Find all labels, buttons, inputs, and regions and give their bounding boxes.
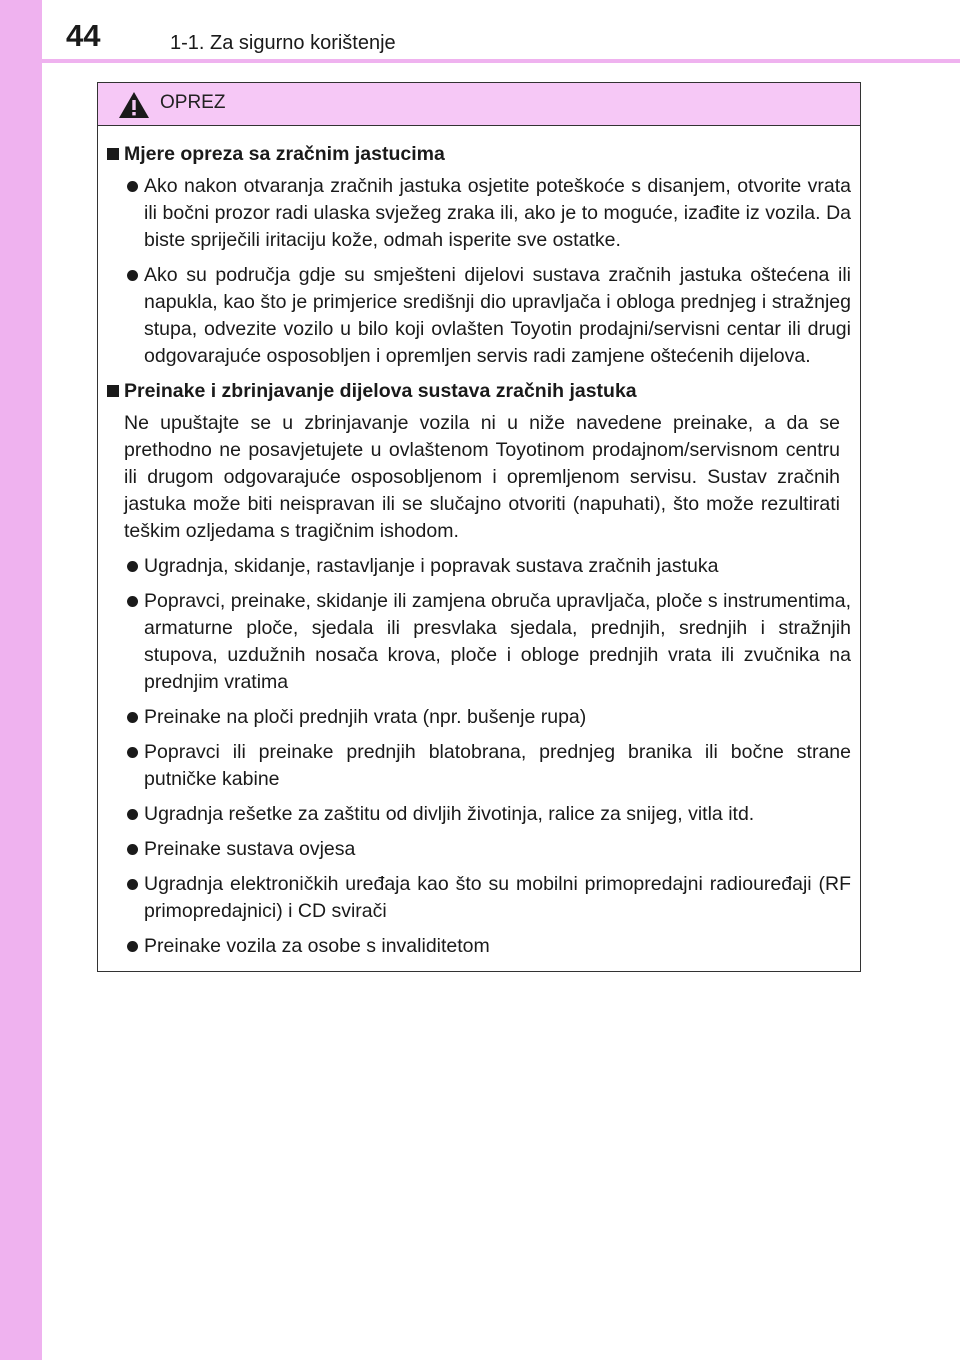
square-bullet-icon xyxy=(107,385,119,397)
section-intro: Ne upuštajte se u zbrinjavanje vozila ni u niže navedene preinake, a da se prethodno ne posavjetujete u ovlaštenom Toyotinom prodajnom/servisnom centru ili drugom odgovarajuće osposobljenom i opremljenom servisu. Sustav zračnih jastuka može biti neispravan ili se slučajno otvoriti (napuhati), što može rezultirati teškim ozljedama s tragičnim ishodom. xyxy=(124,412,840,542)
caution-content xyxy=(98,141,860,968)
round-bullet-icon xyxy=(127,879,138,890)
caution-header xyxy=(98,83,860,126)
round-bullet-icon xyxy=(127,181,138,192)
list-item xyxy=(98,871,860,925)
list-item-text: Ugradnja rešetke za zaštitu od divljih životinja, ralice za snijeg, vitla itd. xyxy=(144,803,755,825)
square-bullet-icon xyxy=(107,148,119,160)
round-bullet-icon xyxy=(127,844,138,855)
list-item xyxy=(98,553,860,580)
list-item-text: Popravci ili preinake prednjih blatobrana, prednjeg branika ili bočne strane putničke kabine xyxy=(144,741,851,790)
list-item-text: Popravci, preinake, skidanje ili zamjena obruča upravljača, ploče s instrumentima, armaturne ploče, sjedala ili presvlaka sjedala, prednjih, srednjih i stražnjih stupova, uzdužnih nosača krova, ploče i obloge prednjih vrata ili zvučnika na prednjim vratima xyxy=(144,590,851,693)
list-item-text: Preinake vozila za osobe s invaliditetom xyxy=(144,935,490,957)
page-number: 44 xyxy=(66,18,101,53)
list-item xyxy=(98,588,860,696)
round-bullet-icon xyxy=(127,809,138,820)
round-bullet-icon xyxy=(127,712,138,723)
header-rule xyxy=(42,59,960,63)
list-item xyxy=(98,262,860,370)
round-bullet-icon xyxy=(127,596,138,607)
round-bullet-icon xyxy=(127,270,138,281)
list-item xyxy=(98,173,860,254)
list-item-text: Preinake na ploči prednjih vrata (npr. bušenje rupa) xyxy=(144,706,587,728)
list-item xyxy=(98,836,860,863)
list-item xyxy=(98,739,860,793)
list-item xyxy=(98,933,860,960)
section-heading-text: Mjere opreza sa zračnim jastucima xyxy=(124,143,445,165)
list-item-text: Ugradnja, skidanje, rastavljanje i popravak sustava zračnih jastuka xyxy=(144,555,719,577)
list-item-text: Ako nakon otvaranja zračnih jastuka osjetite poteškoće s disanjem, otvorite vrata ili bočni prozor radi ulaska svježeg zraka ili, ako je to moguće, izađite iz vozila. Da biste spriječili iritaciju kože, odmah isperite sve ostatke. xyxy=(144,175,851,251)
section-heading xyxy=(98,378,860,405)
round-bullet-icon xyxy=(127,941,138,952)
caution-box xyxy=(97,82,861,972)
list-item-text: Ako su područja gdje su smješteni dijelovi sustava zračnih jastuka oštećena ili napukla, kao što je primjerice središnji dio upravljača i obloga prednjeg i stražnjeg stupa, odvezite vozilo u bilo koji ovlašten Toyotin prodajni/servisni centar ili drugi odgovarajuće osposobljen i opremljen servis radi zamjene oštećenih dijelova. xyxy=(144,264,851,367)
round-bullet-icon xyxy=(127,561,138,572)
list-item-text: Ugradnja elektroničkih uređaja kao što su mobilni primopredajni radiouređaji (RF primopredajnici) i CD svirači xyxy=(144,873,851,922)
round-bullet-icon xyxy=(127,747,138,758)
caution-label: OPREZ xyxy=(160,92,226,113)
list-item xyxy=(98,801,860,828)
list-item-text: Preinake sustava ovjesa xyxy=(144,838,356,860)
section-heading xyxy=(98,141,860,168)
warning-triangle-icon xyxy=(118,91,150,119)
section-heading-text: Preinake i zbrinjavanje dijelova sustava zračnih jastuka xyxy=(124,380,637,402)
side-color-strip xyxy=(0,0,42,1360)
section-title: 1-1. Za sigurno korištenje xyxy=(170,32,396,54)
list-item xyxy=(98,704,860,731)
